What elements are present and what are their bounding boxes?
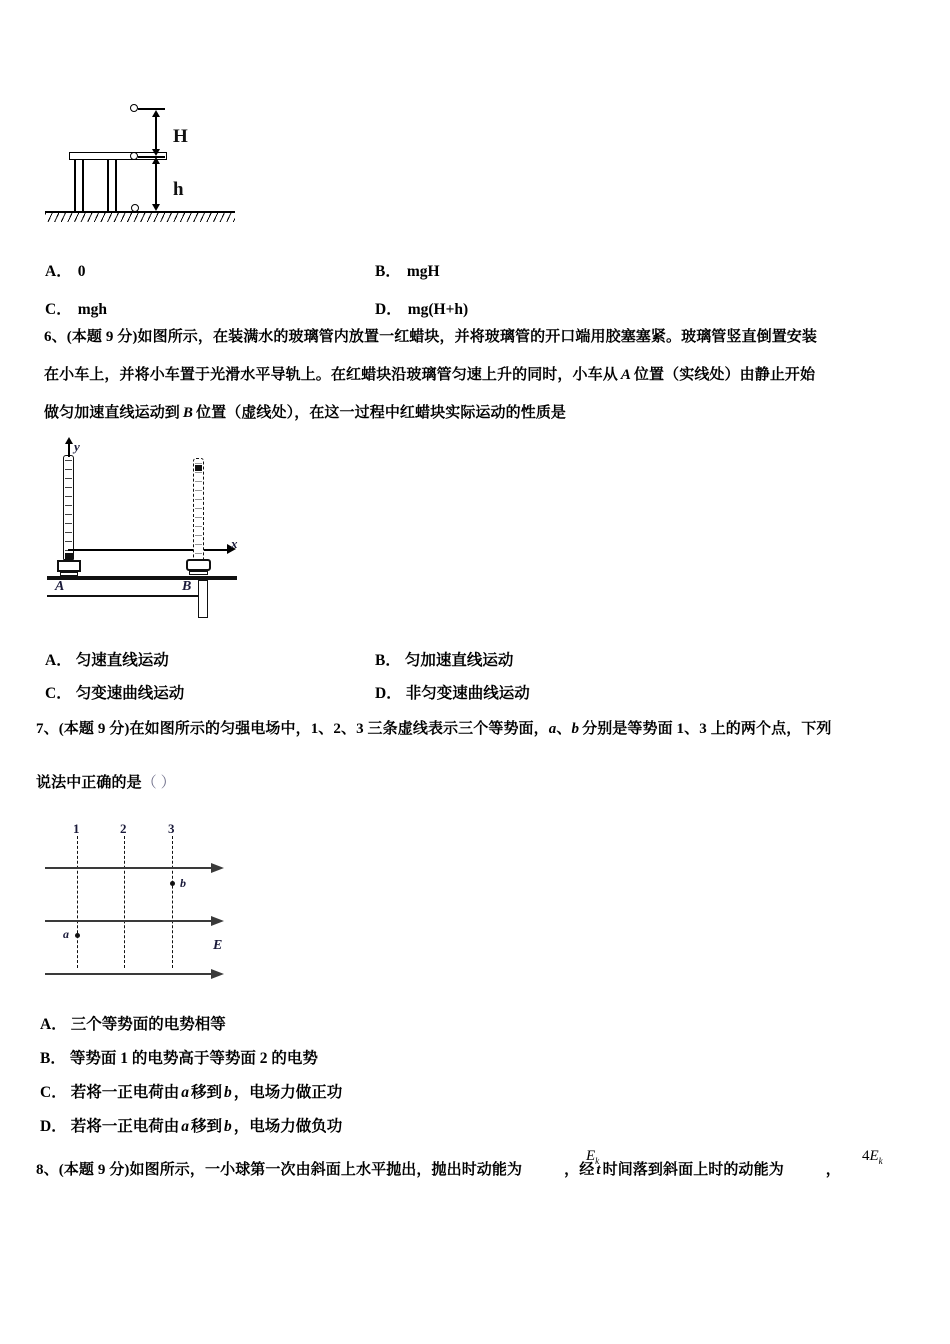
h-arrow-down	[152, 204, 160, 211]
q7-number: 7、	[36, 721, 59, 737]
q6-line-1	[44, 330, 817, 345]
equipotential-surface-1	[77, 836, 78, 968]
q6-option-b-letter: B．	[375, 652, 401, 669]
ground-hatching	[45, 213, 235, 222]
height-tick-bottom	[138, 211, 165, 213]
q5-option-c	[45, 297, 107, 319]
q8-part-4: ，	[825, 1162, 841, 1178]
q8-part-2: ，经	[564, 1162, 595, 1178]
cart-right-body	[189, 571, 208, 575]
q6-option-a-letter: A．	[45, 652, 72, 669]
q7-option-a	[40, 1012, 226, 1034]
q5-option-a	[45, 259, 85, 281]
q7-score-tag: (本题 9 分)	[58, 721, 130, 737]
q6-line1-text: 如图所示，在装满水的玻璃管内放置一红蜡块，并将玻璃管的开口端用胶塞塞紧。玻璃管竖直倒置安装	[137, 329, 818, 345]
point-a-label: a	[63, 927, 69, 941]
q8-ek-base: E	[586, 1148, 596, 1164]
q7-line2-text: 说法中正确的是	[36, 775, 142, 791]
q7-line1-sep: 、	[556, 721, 572, 737]
x-axis-line	[201, 549, 229, 551]
q5-option-a-text: 0	[77, 263, 86, 280]
q8-part-1: 如图所示，一小球第一次由斜面上水平抛出，抛出时动能为	[129, 1162, 523, 1178]
q7-option-c-pre: 若将一正电荷由	[70, 1084, 180, 1101]
tube-right-base	[186, 559, 211, 571]
equipotential-surface-2	[124, 836, 125, 968]
q8-score-tag: (本题 9 分)	[58, 1162, 130, 1178]
q8-ek-subscript: k	[595, 1156, 600, 1166]
q6-option-b-text: 匀加速直线运动	[404, 652, 514, 669]
q6-line2-part-a: 在小车上，并将小车置于光滑水平导轨上。在红蜡块沿玻璃管匀速上升的同时，小车从	[44, 367, 618, 383]
q8-final-kinetic-energy	[862, 1148, 883, 1166]
q7-point-b: b	[571, 721, 580, 737]
q6-position-B: B	[182, 405, 194, 421]
q7-line1-part-e: 分别是等势面 1、3 上的两个点，下列	[582, 721, 832, 737]
q5-option-c-text: mgh	[77, 301, 107, 318]
q8-line-1	[36, 1163, 841, 1178]
field-arrow-middle	[211, 916, 224, 926]
h-dimension-line	[155, 161, 157, 208]
tube-right-graduations	[195, 463, 202, 555]
q7-option-c	[40, 1080, 342, 1102]
q6-position-A: A	[620, 367, 631, 383]
q5-option-c-letter: C．	[45, 301, 72, 318]
q6-line2-part-c: 位置（实线处）由静止开始	[633, 367, 816, 383]
field-arrow-top	[211, 863, 224, 873]
q7-option-b-letter: B．	[40, 1050, 66, 1067]
q5-option-b-letter: B．	[375, 263, 401, 280]
q7-answer-parentheses: （ ）	[141, 775, 176, 791]
equipotential-label-1: 1	[73, 821, 80, 836]
q6-number: 6、	[44, 329, 67, 345]
q7-option-c-point-a: a	[181, 1084, 189, 1101]
q7-option-c-letter: C．	[40, 1084, 67, 1101]
H-dimension-line	[155, 113, 157, 153]
q7-option-c-mid: 移到	[190, 1084, 222, 1101]
y-axis-arrowhead	[65, 437, 73, 444]
field-arrow-bottom	[211, 969, 224, 979]
q7-option-d-pre: 若将一正电荷由	[70, 1118, 180, 1135]
q8-initial-kinetic-energy	[586, 1148, 599, 1166]
figure-table-and-ball	[45, 95, 275, 230]
q7-option-c-post: ，电场力做正功	[233, 1084, 343, 1101]
q8-4ek-subscript: k	[878, 1156, 883, 1166]
table-leg	[115, 160, 117, 211]
point-b-dot	[170, 881, 175, 886]
q6-option-c-letter: C．	[45, 685, 72, 702]
label-position-A: A	[55, 579, 65, 594]
equipotential-label-3: 3	[168, 821, 175, 836]
q5-option-b	[375, 259, 440, 281]
wax-block-right	[195, 465, 202, 471]
q7-line-2	[36, 776, 176, 791]
q6-option-a-text: 匀速直线运动	[75, 652, 169, 669]
ball-top-position	[130, 104, 138, 112]
q6-line3-part-a: 做匀加速直线运动到	[44, 405, 180, 421]
q8-italic-t: t	[596, 1162, 601, 1178]
table-leg	[107, 160, 109, 211]
ball-table-level-position	[130, 152, 138, 160]
q7-option-a-text: 三个等势面的电势相等	[70, 1016, 226, 1033]
q7-option-a-letter: A．	[40, 1016, 67, 1033]
figure-cart-with-tubes	[45, 439, 295, 623]
q5-option-d-letter: D．	[375, 301, 402, 318]
h-arrow-up	[152, 157, 160, 164]
q7-option-b	[40, 1046, 318, 1068]
H-arrow-down	[152, 149, 160, 156]
q6-line3-part-c: 位置（虚线处），在这一过程中红蜡块实际运动的性质是	[196, 405, 567, 421]
equipotential-label-2: 2	[120, 821, 127, 836]
q7-option-c-point-b: b	[223, 1084, 232, 1101]
q6-option-d	[375, 681, 530, 703]
figure-equipotential-surfaces	[45, 823, 295, 993]
q6-line-3	[44, 406, 566, 421]
q7-option-d-post: ，电场力做负功	[233, 1118, 343, 1135]
q6-option-c-text: 匀变速曲线运动	[75, 685, 185, 702]
q7-line-1	[36, 722, 832, 737]
q7-option-d-point-b: b	[223, 1118, 232, 1135]
table-leg	[82, 160, 84, 211]
q7-option-b-text: 等势面 1 的电势高于等势面 2 的电势	[69, 1050, 318, 1067]
label-position-B: B	[182, 579, 192, 594]
q6-option-a	[45, 648, 169, 670]
q6-option-b	[375, 648, 513, 670]
tube-left-graduations	[65, 460, 72, 555]
tube-right-dashed	[193, 458, 204, 560]
q7-option-d-point-a: a	[181, 1118, 189, 1135]
q6-line-2	[44, 368, 815, 383]
q7-line1-part-a: 在如图所示的匀强电场中，1、2、3 三条虚线表示三个等势面，	[129, 721, 549, 737]
label-H: H	[173, 126, 188, 147]
horizontal-rail	[47, 576, 237, 580]
point-a-dot	[75, 933, 80, 938]
q5-option-b-text: mgH	[406, 263, 440, 280]
field-line-top	[45, 867, 213, 869]
q7-option-d-letter: D．	[40, 1118, 67, 1135]
y-axis-label: y	[74, 439, 80, 454]
field-strength-label: E	[213, 938, 223, 953]
field-line-middle	[45, 920, 213, 922]
tube-left	[63, 455, 74, 560]
tube-left-base	[57, 560, 81, 572]
point-b-label: b	[180, 876, 186, 890]
rail-lower-line	[47, 595, 199, 597]
q6-option-d-text: 非匀变速曲线运动	[405, 685, 530, 702]
table-leg	[74, 160, 76, 211]
H-arrow-up	[152, 110, 160, 117]
equipotential-surface-3	[172, 836, 173, 968]
q8-4ek-base: E	[869, 1148, 879, 1164]
label-h: h	[173, 179, 184, 200]
wax-block-left	[65, 553, 73, 560]
q5-option-a-letter: A．	[45, 263, 72, 280]
q6-option-d-letter: D．	[375, 685, 402, 702]
q8-number: 8、	[36, 1162, 59, 1178]
q6-score-tag: (本题 9 分)	[66, 329, 138, 345]
q5-option-d	[375, 297, 468, 319]
x-axis-label: x	[231, 536, 238, 551]
q6-option-c	[45, 681, 184, 703]
q7-point-a: a	[548, 721, 557, 737]
q8-4ek-coefficient: 4	[862, 1148, 870, 1164]
q8-part-3: 时间落到斜面上时的动能为	[602, 1162, 784, 1178]
q7-option-d-mid: 移到	[190, 1118, 222, 1135]
field-line-bottom	[45, 973, 213, 975]
q5-option-d-text: mg(H+h)	[407, 301, 469, 318]
q7-option-d	[40, 1114, 342, 1136]
rail-support-post	[198, 580, 208, 618]
